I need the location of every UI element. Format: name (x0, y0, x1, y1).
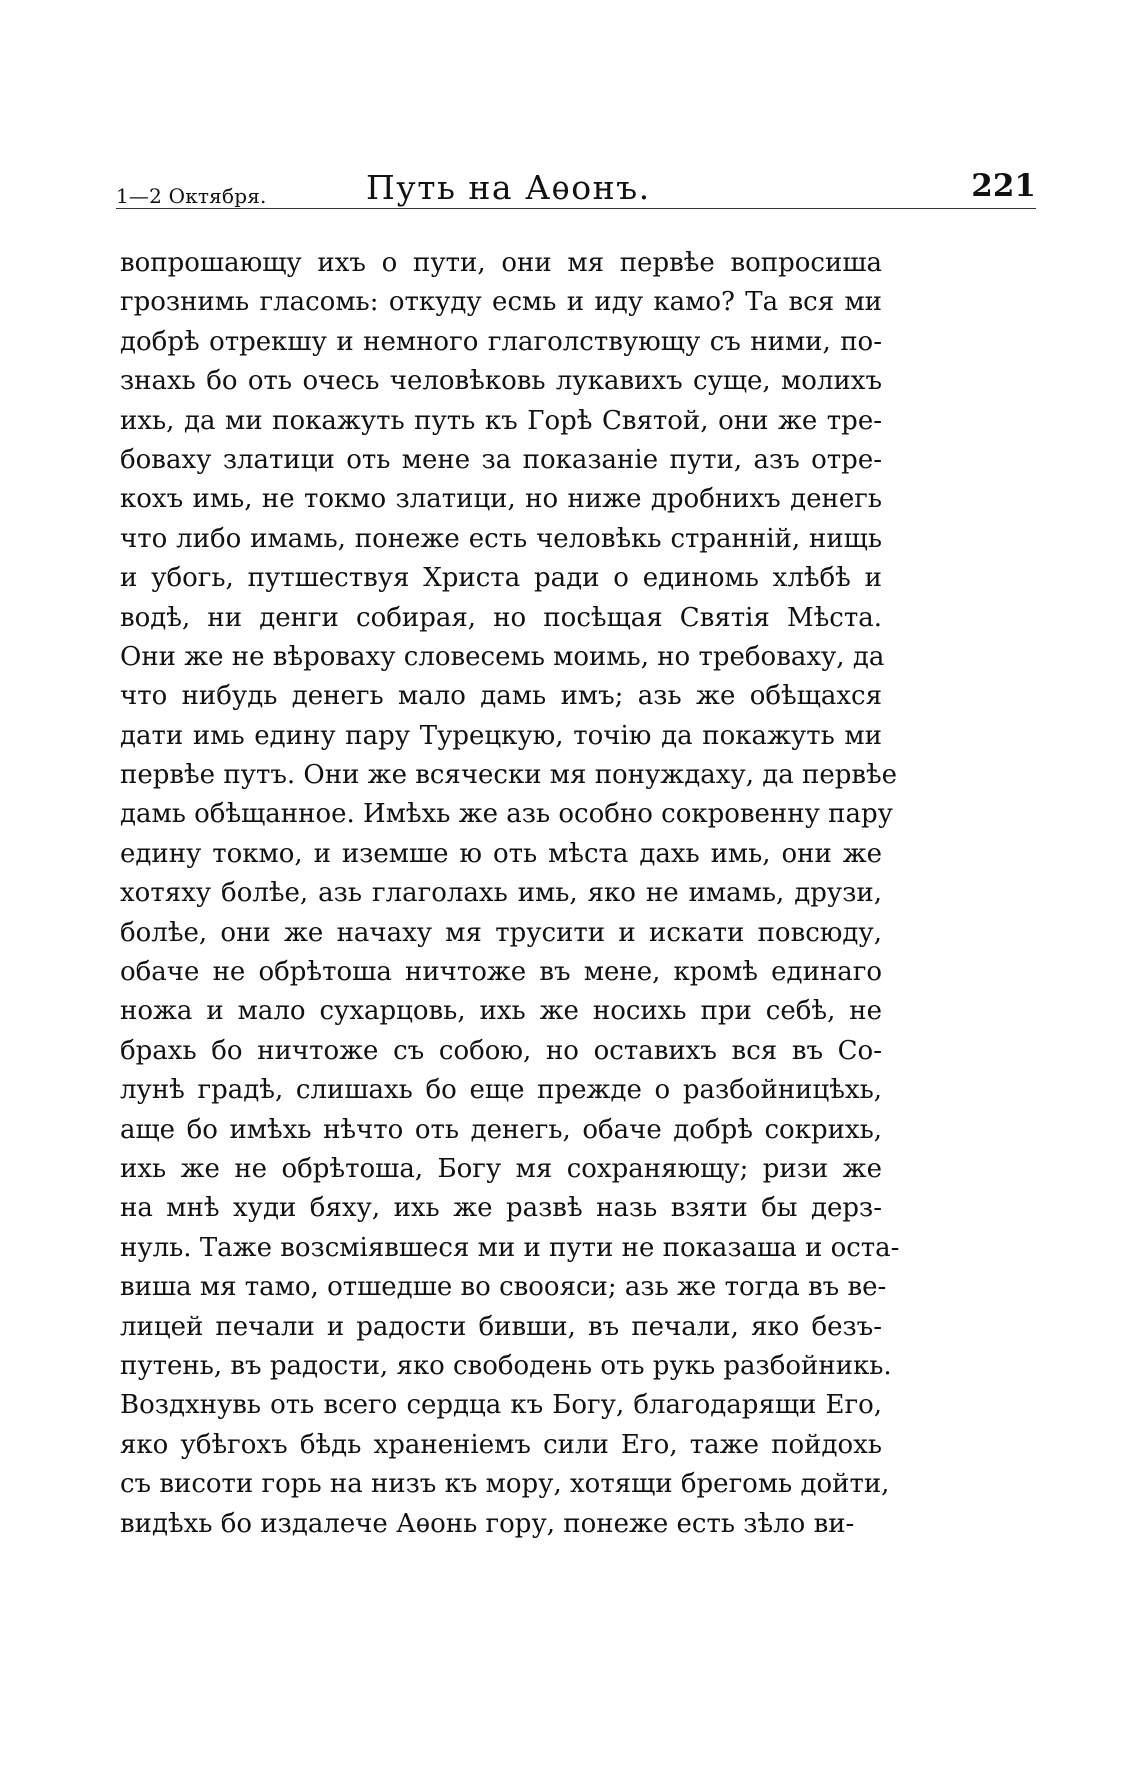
text-line: лунѣ градѣ, слишахь бо еще прежде о разбойницѣхь, (120, 1075, 882, 1106)
text-line: аще бо имѣхь нѣчто оть денегь, обаче добрѣ сокрихь, (120, 1114, 882, 1145)
text-line: видѣхь бо издалече Аѳонь гору, понеже есть зѣло ви- (120, 1508, 855, 1539)
text-line: знахь бо оть очесь человѣковь лукавихъ суще, молихъ (120, 366, 882, 397)
header-date: 1—2 Октября. (116, 184, 267, 208)
text-line: Они же не вѣроваху словесемь моимь, но требоваху, да (120, 641, 885, 672)
text-line: что либо имамь, понеже есть человѣкь странній, нищь (120, 523, 882, 554)
text-line: лицей печали и радости бивши, въ печали, яко безъ- (120, 1311, 882, 1342)
running-header (116, 168, 1036, 212)
text-line: ихь, да ми покажуть путь къ Горѣ Святой, они же тре- (120, 405, 882, 436)
text-line: грознимь гласомь: откуду есмь и иду камо? Та вся ми (120, 287, 882, 318)
text-line: первѣе путъ. Они же всячески мя понуждаху, да первѣе (120, 760, 898, 791)
text-line: добрѣ отрекшу и немного глаголствующу съ ними, по- (120, 326, 882, 357)
text-line: обаче не обрѣтоша ничтоже въ мене, кромѣ единаго (120, 957, 882, 988)
text-line: яко убѣгохъ бѣдь храненіемъ сили Его, таже пойдохь (120, 1429, 882, 1460)
text-line: едину токмо, и иземше ю оть мѣста дахь имь, они же (120, 838, 882, 869)
text-line: боваху златици оть мене за показаніе пути, азъ отре- (120, 444, 882, 475)
text-line: нуль. Таже возсміявшеся ми и пути не показаша и оста- (120, 1232, 900, 1263)
text-line: и убогь, путшествуя Христа ради о единомь хлѣбѣ и (120, 563, 882, 594)
page-number: 221 (971, 168, 1036, 204)
text-line: что нибудь денегь мало дамь имъ; азь же обѣщахся (120, 681, 882, 712)
text-line: на мнѣ худи бяху, ихь же развѣ назь взяти бы дерз- (120, 1193, 882, 1224)
text-line: ихь же не обрѣтоша, Богу мя сохраняющу; ризи же (120, 1153, 882, 1184)
text-line: дамь обѣщанное. Имѣхь же азь особно сокровенну пару (120, 799, 893, 830)
text-line: дати имь едину пару Турецкую, точію да покажуть ми (120, 720, 882, 751)
text-line: съ висоти горь на низъ къ мору, хотящи брегомь дойти, (120, 1469, 890, 1500)
text-line: Воздхнувь оть всего сердца къ Богу, благодарящи Его, (120, 1390, 882, 1421)
text-line: брахь бо ничтоже съ собою, но оставихъ вся въ Со- (120, 1035, 882, 1066)
text-line: водѣ, ни денги собирая, но посѣщая Святія Мѣста. (120, 602, 882, 633)
text-line: ножа и мало сухарцовь, ихь же носихь при себѣ, не (120, 996, 882, 1027)
header-rule (116, 208, 1036, 209)
body-text (120, 244, 900, 1544)
text-line: кохъ имь, не токмо златици, но ниже дробнихъ денегь (120, 484, 882, 515)
text-line: хотяху болѣе, азь глаголахь имь, яко не имамь, друзи, (120, 878, 882, 909)
text-line: вопрошающу ихъ о пути, они мя первѣе вопросиша (120, 248, 882, 278)
text-line: путень, въ радости, яко свободень оть рукь разбойникь. (120, 1350, 892, 1381)
text-line: виша мя тамо, отшедше во своояси; азь же тогда въ ве- (120, 1272, 887, 1303)
header-title: Путь на Аѳонъ. (366, 168, 651, 207)
text-line: болѣе, они же начаху мя трусити и искати повсюду, (120, 917, 882, 948)
